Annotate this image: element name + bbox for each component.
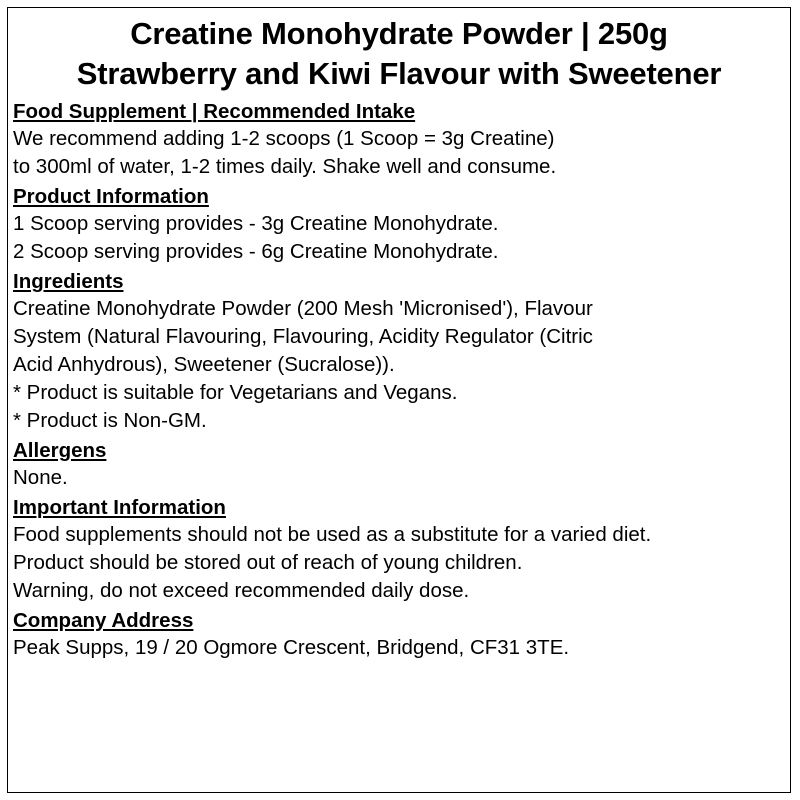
product-title <box>8 14 790 94</box>
label-content <box>8 98 790 662</box>
section-heading: Product Information <box>13 185 209 208</box>
section-heading: Food Supplement | Recommended Intake <box>13 100 416 123</box>
section-ingredients <box>13 268 786 435</box>
section-heading: Company Address <box>13 609 194 632</box>
section-heading: Allergens <box>13 439 107 462</box>
section-line: * Product is suitable for Vegetarians and Vegans. <box>13 381 458 404</box>
section-line: Peak Supps, 19 / 20 Ogmore Crescent, Bridgend, CF31 3TE. <box>13 636 570 659</box>
section-important-information <box>13 494 786 605</box>
section-line: * Product is Non-GM. <box>13 409 207 432</box>
section-line: Acid Anhydrous), Sweetener (Sucralose)). <box>13 353 395 376</box>
section-heading: Ingredients <box>13 270 124 293</box>
section-line: Product should be stored out of reach of young children. <box>13 551 523 574</box>
section-allergens <box>13 437 786 492</box>
title-line-2: Strawberry and Kiwi Flavour with Sweetener <box>76 56 722 91</box>
section-line: to 300ml of water, 1-2 times daily. Shake well and consume. <box>13 155 557 178</box>
section-line: Creatine Monohydrate Powder (200 Mesh 'Micronised'), Flavour <box>13 297 593 320</box>
section-line: 1 Scoop serving provides - 3g Creatine Monohydrate. <box>13 212 499 235</box>
product-label <box>7 7 791 793</box>
title-line-1: Creatine Monohydrate Powder | 250g <box>130 16 668 51</box>
section-product-information <box>13 183 786 266</box>
section-line: We recommend adding 1-2 scoops (1 Scoop = 3g Creatine) <box>13 127 555 150</box>
section-line: Food supplements should not be used as a substitute for a varied diet. <box>13 523 652 546</box>
section-line: System (Natural Flavouring, Flavouring, Acidity Regulator (Citric <box>13 325 593 348</box>
section-heading: Important Information <box>13 496 226 519</box>
section-line: 2 Scoop serving provides - 6g Creatine Monohydrate. <box>13 240 499 263</box>
section-company-address <box>13 607 786 662</box>
section-line: Warning, do not exceed recommended daily dose. <box>13 579 470 602</box>
section-line: None. <box>13 466 68 489</box>
section-recommended-intake <box>13 98 786 181</box>
